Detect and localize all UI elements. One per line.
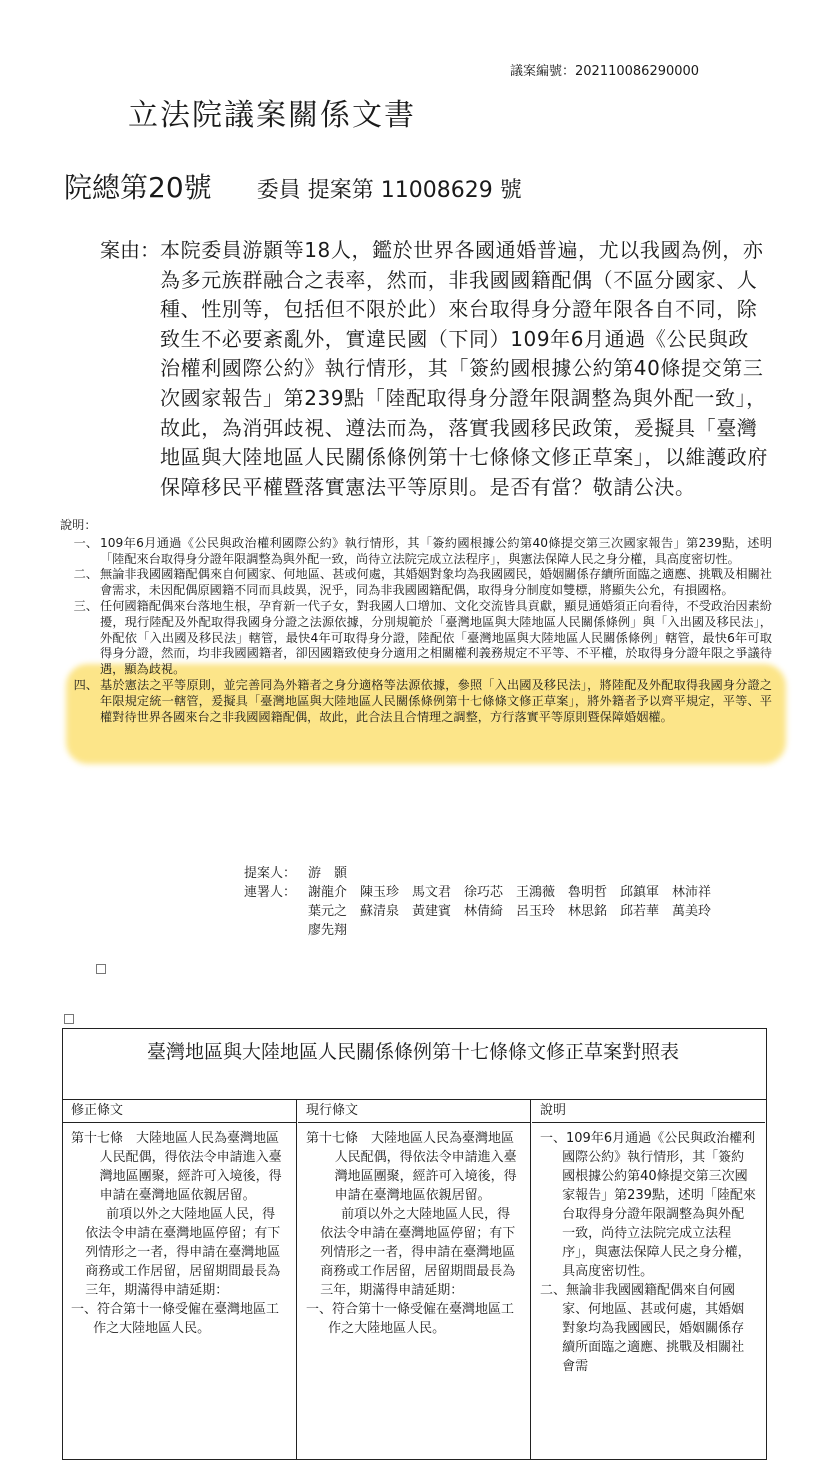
general-number: 院總第20號: [64, 171, 212, 204]
checkbox-mark: [64, 1014, 74, 1024]
case-summary: [100, 236, 768, 502]
reference-row: [64, 166, 522, 206]
explanation-label: 說明：: [60, 518, 97, 532]
column-header: 說明: [532, 1100, 765, 1123]
article-paragraph: 前項以外之大陸地區人民，得依法令申請在臺灣地區停留；有下列情形之一者，得申請在臺灣地區商務或工作居留，居留期間最長為三年，期滿得申請延期：: [320, 1207, 516, 1298]
table-title-text: 臺灣地區與大陸地區人民關係條例第十七條條文修正草案對照表: [147, 1041, 680, 1063]
item-text: 109年6月通過《公民與政治權利國際公約》執行情形，其「簽約國根據公約第40條提交第三次國家報告」第239點，述明「陸配來台取得身分證年限調整為與外配一致，尚待立法院完成立法程序」，與憲法保障人民之身分權，具高度密切性。: [100, 535, 772, 566]
column-header: 修正條文: [63, 1100, 296, 1123]
explanation-item: [60, 599, 772, 678]
checkbox-mark: [96, 964, 106, 974]
cosigner-row: [244, 883, 728, 940]
proposer-row: [244, 864, 728, 883]
comparison-table: [62, 1028, 767, 1460]
signatories: [244, 864, 728, 940]
column-header: 現行條文: [298, 1100, 530, 1123]
column-current: [298, 1100, 531, 1460]
cosigner-names: 謝龍介 陳玉珍 馬文君 徐巧芯 王鴻薇 魯明哲 邱鎮軍 林沛祥 葉元之 蘇清泉 黃建賓 林倩綺 呂玉玲 林思銘 邱若華 萬美玲 廖先翔: [308, 885, 725, 938]
item-text: 基於憲法之平等原則，並完善同為外籍者之身分適格等法源依據，參照「入出國及移民法」，將陸配及外配取得我國身分證之年限規定統一轄管，爰擬具「臺灣地區與大陸地區人民關係條例第十七條條文修正草案」，將外籍者予以齊平規定，平等、平權對待世界各國來台之非我國國籍配偶，故此，此合法且合情理之調整，方行落實平等原則暨保障婚姻權。: [100, 677, 772, 724]
proposal-number: 委員 提案第 11008629 號: [256, 178, 522, 203]
explanation-paragraph: 二、無論非我國國籍配偶來自何國家、何地區、甚或何處，其婚姻對象均為我國國民，婚姻關係存續所面臨之適應、挑戰及相關社會需: [540, 1283, 745, 1374]
case-label: 案由：: [100, 238, 160, 262]
column-body: [63, 1123, 296, 1338]
proposer-label: 提案人：: [244, 866, 297, 881]
item-number: 二、: [73, 567, 98, 582]
explanation-item: [60, 678, 772, 725]
article-subitem: 一、符合第十一條受僱在臺灣地區工作之大陸地區人民。: [306, 1302, 515, 1336]
explanation-item: [60, 567, 772, 599]
item-number: 一、: [73, 535, 98, 550]
explanation-paragraph: 一、109年6月通過《公民與政治權利國際公約》執行情形，其「簽約國根據公約第40條提交第三次國家報告」第239點，述明「陸配來台取得身分證年限調整為與外配一致，尚待立法院完成立法程序」，與憲法保障人民之身分權，具高度密切性。: [540, 1131, 756, 1279]
table-columns: [63, 1100, 766, 1460]
proposer-name: 游 顥: [308, 866, 348, 881]
bill-number: 議案編號：202110086290000: [510, 64, 700, 79]
document-title: 立法院議案關係文書: [128, 98, 416, 133]
explanation-item: [60, 536, 772, 568]
article-paragraph: 第十七條 大陸地區人民為臺灣地區人民配偶，得依法令申請進入臺灣地區團聚，經許可入境後，得申請在臺灣地區依親居留。: [306, 1131, 517, 1203]
column-body: [532, 1123, 765, 1376]
column-body: [298, 1123, 530, 1338]
item-text: 任何國籍配偶來台落地生根，孕育新一代子女，對我國人口增加、文化交流皆具貢獻，顯見通婚須正向看待，不受政治因素紛擾，現行陸配及外配取得我國身分證之法源依據，分別規範於「臺灣地區與大陸地區人民關係條例」與「入出國及移民法」，外配依「入出國及移民法」轄管，最快4年可取得身分證，陸配依「臺灣地區與大陸地區人民關係條例」轄管，最快6年可取得身分證，然而，均非我國國籍者，卻因國籍致使身分適用之相關權利義務規定不平等、不平權，於取得身分證年限之爭議待遇，顯為歧視。: [100, 598, 772, 677]
table-title: [63, 1029, 766, 1100]
column-explanation: [532, 1100, 765, 1460]
article-subitem: 一、符合第十一條受僱在臺灣地區工作之大陸地區人民。: [71, 1302, 280, 1336]
explanation-section: [60, 518, 772, 725]
case-text: 本院委員游顥等18人，鑑於世界各國通婚普遍，尤以我國為例，亦為多元族群融合之表率，然而，非我國國籍配偶（不區分國家、人種、性別等，包括但不限於此）來台取得身分證年限各自不同，除致生不必要紊亂外，實違民國（下同）109年6月通過《公民與政治權利國際公約》執行情形，其「簽約國根據公約第40條提交第三次國家報告」第239點「陸配取得身分證年限調整為與外配一致」，故此，為消弭歧視、遵法而為，落實我國移民政策，爰擬具「臺灣地區與大陸地區人民關係條例第十七條條文修正草案」，以維護政府保障移民平權暨落實憲法平等原則。是否有當？敬請公決。: [160, 238, 768, 499]
item-text: 無論非我國國籍配偶來自何國家、何地區、甚或何處，其婚姻對象均為我國國民，婚姻關係存續所面臨之適應、挑戰及相關社會需求，未因配偶原國籍不同而具歧異，況乎，同為非我國國籍配偶，取得身分制度如雙標，將顯失公允，有損國格。: [100, 567, 772, 598]
article-paragraph: 前項以外之大陸地區人民，得依法令申請在臺灣地區停留；有下列情形之一者，得申請在臺灣地區商務或工作居留，居留期間最長為三年，期滿得申請延期：: [85, 1207, 281, 1298]
item-number: 四、: [73, 677, 98, 692]
column-amended: [63, 1100, 297, 1460]
article-paragraph: 第十七條 大陸地區人民為臺灣地區人民配偶，得依法令申請進入臺灣地區團聚，經許可入境後，得申請在臺灣地區依親居留。: [71, 1131, 282, 1203]
item-number: 三、: [73, 598, 98, 613]
cosigner-label: 連署人：: [244, 885, 297, 900]
